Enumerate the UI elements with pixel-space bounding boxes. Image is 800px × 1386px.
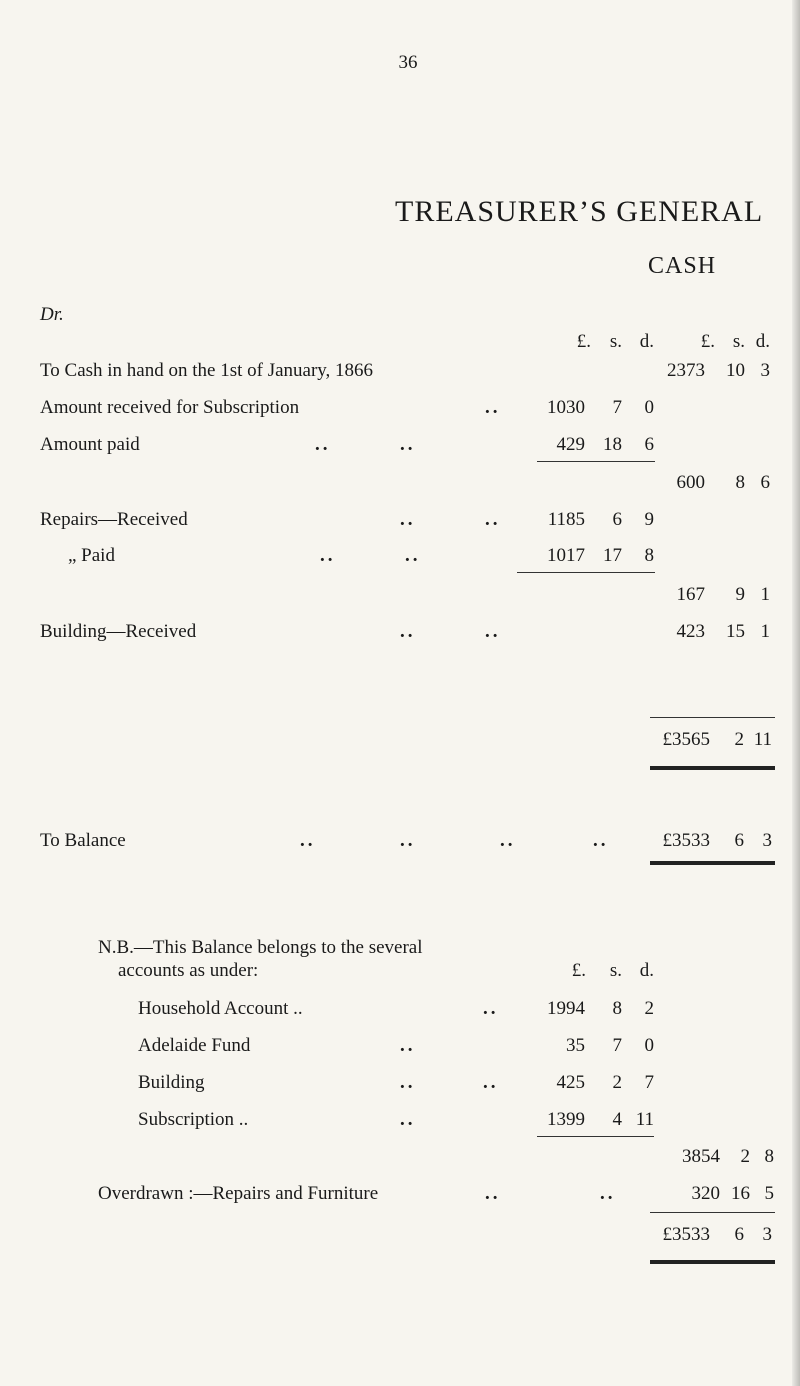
note-item-label: Building [138, 1072, 205, 1093]
note-item-pounds: 1399 [547, 1109, 585, 1130]
note-item-pounds: 425 [556, 1072, 585, 1093]
grand-total-pounds: £3565 [662, 729, 710, 750]
repairs-paid-label: „ Paid [68, 545, 115, 566]
leader-dots: .. [485, 509, 501, 530]
overdrawn-pounds: 320 [691, 1183, 720, 1204]
leader-dots: .. [483, 998, 499, 1019]
note-item-pence: 11 [635, 1109, 654, 1130]
subscription-paid-label: Amount paid [40, 434, 140, 455]
note-item-pence: 2 [644, 998, 654, 1019]
col-head-pounds-1: £. [576, 331, 591, 352]
leader-dots: .. [485, 1183, 501, 1204]
note-item-pounds: 35 [566, 1035, 585, 1056]
col-head-pence-2: d. [755, 331, 770, 352]
balance-label: To Balance [40, 830, 126, 851]
balance-shillings: 6 [734, 830, 744, 851]
note-subtotal-shillings: 2 [740, 1146, 750, 1167]
note-item-shillings: 7 [612, 1035, 622, 1056]
cash-in-hand-label: To Cash in hand on the 1st of January, 1866 [40, 360, 374, 381]
subtotal-rule [537, 1136, 654, 1137]
page-number: 36 [398, 52, 418, 73]
note-subtotal-pounds: 3854 [682, 1146, 720, 1167]
double-rule [650, 861, 775, 865]
leader-dots: .. [320, 545, 336, 566]
repairs-net-pounds: 167 [676, 584, 705, 605]
grand-total-shillings: 2 [734, 729, 744, 750]
building-received-pence: 1 [760, 621, 770, 642]
note-item-label: Adelaide Fund [138, 1035, 251, 1056]
leader-dots: .. [400, 434, 416, 455]
note-total-shillings: 6 [734, 1224, 744, 1245]
leader-dots: .. [405, 545, 421, 566]
page-edge-shadow [792, 0, 800, 1386]
col-head-pence-1: d. [639, 331, 654, 352]
leader-dots: .. [485, 621, 501, 642]
subscription-received-pounds: 1030 [547, 397, 585, 418]
repairs-received-shillings: 6 [612, 509, 622, 530]
repairs-paid-pence: 8 [644, 545, 654, 566]
leader-dots: .. [400, 830, 416, 851]
leader-dots: .. [400, 1072, 416, 1093]
building-received-label: Building—Received [40, 621, 197, 642]
note-line-2: accounts as under: [118, 960, 259, 981]
note-item-pounds: 1994 [547, 998, 585, 1019]
total-rule [650, 717, 775, 718]
note-item-shillings: 2 [612, 1072, 622, 1093]
leader-dots: .. [400, 621, 416, 642]
leader-dots: .. [600, 1183, 616, 1204]
leader-dots: .. [485, 397, 501, 418]
balance-pounds: £3533 [662, 830, 710, 851]
leader-dots: .. [400, 1035, 416, 1056]
note-col-head-shillings: s. [609, 960, 622, 981]
cash-in-hand-shillings: 10 [726, 360, 745, 381]
building-received-shillings: 15 [726, 621, 745, 642]
total-rule [650, 1212, 775, 1213]
balance-pence: 3 [762, 830, 772, 851]
overdrawn-shillings: 16 [731, 1183, 750, 1204]
leader-dots: .. [593, 830, 609, 851]
leader-dots: .. [500, 830, 516, 851]
leader-dots: .. [315, 434, 331, 455]
subscription-net-pence: 6 [760, 472, 770, 493]
leader-dots: .. [400, 509, 416, 530]
note-item-label: Subscription .. [138, 1109, 249, 1130]
note-item-pence: 7 [644, 1072, 654, 1093]
overdrawn-pence: 5 [764, 1183, 774, 1204]
double-rule [650, 766, 775, 770]
subscription-received-pence: 0 [644, 397, 654, 418]
page-subtitle: CASH [648, 253, 717, 279]
note-item-shillings: 8 [612, 998, 622, 1019]
repairs-received-label: Repairs—Received [40, 509, 188, 530]
repairs-received-pence: 9 [644, 509, 654, 530]
double-rule [650, 1260, 775, 1264]
repairs-net-shillings: 9 [735, 584, 745, 605]
page-title: TREASURER’S GENERAL [395, 195, 764, 228]
debit-label: Dr. [40, 304, 64, 325]
subscription-net-pounds: 600 [676, 472, 705, 493]
building-received-pounds: 423 [676, 621, 705, 642]
overdrawn-label: Overdrawn :—Repairs and Furniture [98, 1183, 379, 1204]
subscription-paid-pence: 6 [644, 434, 654, 455]
leader-dots: .. [483, 1072, 499, 1093]
repairs-paid-pounds: 1017 [547, 545, 585, 566]
subscription-received-label: Amount received for Subscription [40, 397, 300, 418]
note-item-label: Household Account .. [138, 998, 303, 1019]
note-line-1: N.B.—This Balance belongs to the several [98, 937, 423, 958]
leader-dots: .. [300, 830, 316, 851]
cash-in-hand-pounds: 2373 [667, 360, 705, 381]
note-col-head-pence: d. [639, 960, 654, 981]
note-item-pence: 0 [644, 1035, 654, 1056]
leader-dots: .. [400, 1109, 416, 1130]
col-head-pounds-2: £. [700, 331, 715, 352]
grand-total-pence: 11 [753, 729, 772, 750]
subscription-received-shillings: 7 [612, 397, 622, 418]
note-item-shillings: 4 [612, 1109, 622, 1130]
note-col-head-pounds: £. [571, 960, 586, 981]
subtotal-rule [537, 461, 655, 462]
col-head-shillings-2: s. [732, 331, 745, 352]
repairs-net-pence: 1 [760, 584, 770, 605]
repairs-received-pounds: 1185 [547, 509, 585, 530]
repairs-paid-shillings: 17 [603, 545, 622, 566]
cash-in-hand-pence: 3 [760, 360, 770, 381]
subscription-net-shillings: 8 [735, 472, 745, 493]
note-total-pounds: £3533 [662, 1224, 710, 1245]
subtotal-rule [517, 572, 655, 573]
note-total-pence: 3 [762, 1224, 772, 1245]
note-subtotal-pence: 8 [764, 1146, 774, 1167]
subscription-paid-pounds: 429 [556, 434, 585, 455]
subscription-paid-shillings: 18 [603, 434, 622, 455]
col-head-shillings-1: s. [609, 331, 622, 352]
